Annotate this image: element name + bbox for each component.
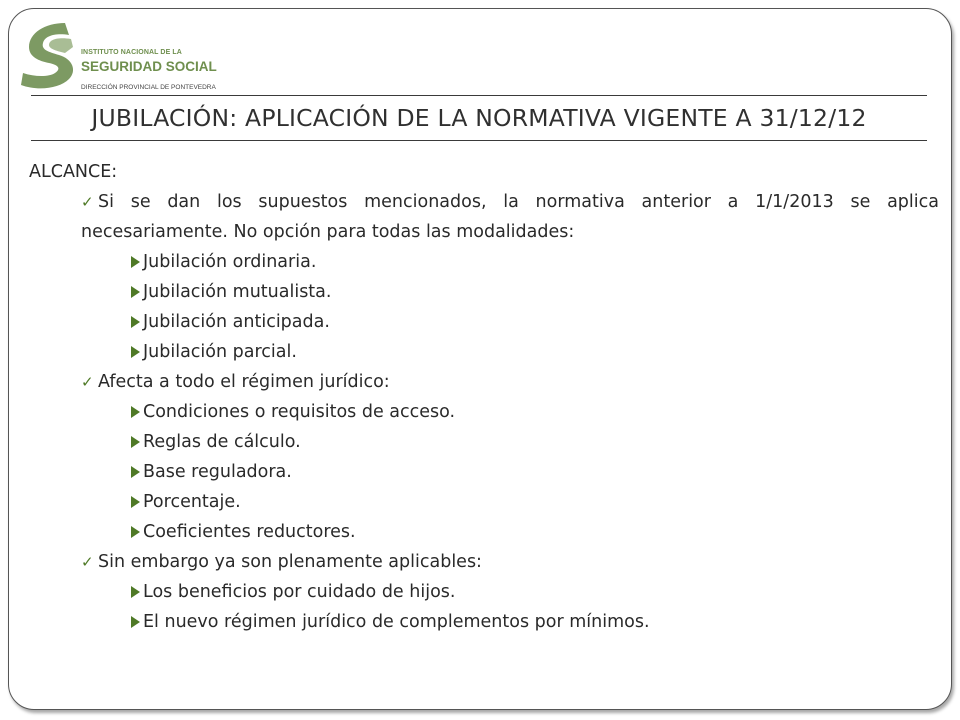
section-heading: ALCANCE:	[29, 162, 118, 182]
arrow-icon	[131, 526, 140, 538]
sub-bullet-text: Base reguladora.	[143, 462, 292, 482]
sub-bullet-item	[29, 397, 939, 427]
arrow-icon	[131, 286, 140, 298]
slide-content	[29, 157, 939, 637]
sub-bullet-item	[29, 487, 939, 517]
sub-bullet-item	[29, 607, 939, 637]
logo-line1: INSTITUTO NACIONAL DE LA	[81, 49, 182, 56]
sub-bullet-item	[29, 277, 939, 307]
logo-line2: SEGURIDAD SOCIAL	[81, 59, 217, 74]
sub-bullet-text: Jubilación mutualista.	[143, 282, 332, 302]
slide	[8, 8, 952, 710]
arrow-icon	[131, 496, 140, 508]
sub-bullet-text: Jubilación anticipada.	[143, 312, 330, 332]
logo-subtitle: DIRECCIÓN PROVINCIAL DE PONTEVEDRA	[81, 84, 216, 91]
bullet-item	[29, 187, 939, 247]
arrow-icon	[131, 256, 140, 268]
sub-bullet-text: Coeficientes reductores.	[143, 522, 356, 542]
sub-bullet-item	[29, 337, 939, 367]
seguridad-social-logo-icon	[15, 17, 77, 97]
bullet-item	[29, 367, 939, 397]
arrow-icon	[131, 616, 140, 628]
bullet-item	[29, 547, 939, 577]
sub-bullet-item	[29, 577, 939, 607]
logo-wordmark	[81, 49, 217, 74]
sub-bullet-item	[29, 427, 939, 457]
sub-bullet-text: Reglas de cálculo.	[143, 432, 301, 452]
sub-bullet-text: Los beneficios por cuidado de hijos.	[143, 582, 456, 602]
arrow-icon	[131, 436, 140, 448]
check-icon: ✓	[81, 193, 94, 211]
arrow-icon	[131, 316, 140, 328]
sub-bullet-item	[29, 307, 939, 337]
check-icon: ✓	[81, 373, 94, 391]
arrow-icon	[131, 406, 140, 418]
bullet-text: Sin embargo ya son plenamente aplicables:	[98, 552, 482, 572]
sub-bullet-item	[29, 247, 939, 277]
bullet-text: Si se dan los supuestos mencionados, la normativa anterior a 1/1/2013 se aplica necesariamente. No opción para todas las modalidades:	[81, 192, 939, 242]
check-icon: ✓	[81, 553, 94, 571]
arrow-icon	[131, 586, 140, 598]
page-title: JUBILACIÓN: APLICACIÓN DE LA NORMATIVA VIGENTE A 31/12/12	[91, 104, 867, 132]
arrow-icon	[131, 466, 140, 478]
arrow-icon	[131, 346, 140, 358]
sub-bullet-item	[29, 457, 939, 487]
bullet-text: Afecta a todo el régimen jurídico:	[98, 372, 390, 392]
sub-bullet-text: El nuevo régimen jurídico de complementos por mínimos.	[143, 612, 650, 632]
sub-bullet-text: Jubilación ordinaria.	[143, 252, 317, 272]
sub-bullet-text: Porcentaje.	[143, 492, 241, 512]
sub-bullet-text: Jubilación parcial.	[143, 342, 297, 362]
title-box	[31, 95, 927, 141]
sub-bullet-text: Condiciones o requisitos de acceso.	[143, 402, 456, 422]
sub-bullet-item	[29, 517, 939, 547]
